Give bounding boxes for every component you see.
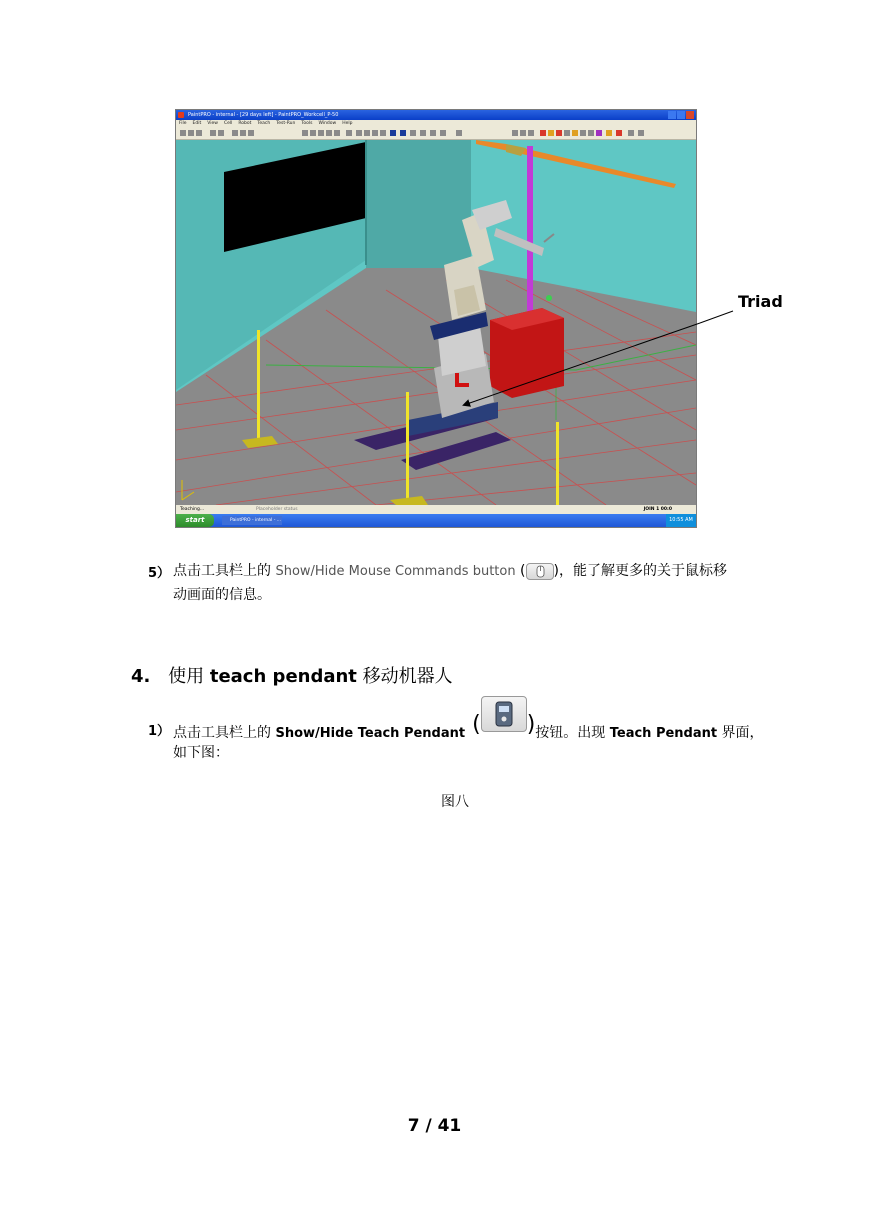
app-icon [178, 112, 184, 118]
step1-bold-a: Show/Hide Teach Pendant [275, 726, 466, 741]
step5-line2: 动画面的信息。 [173, 587, 271, 603]
page-number: 7 / 41 [407, 1116, 462, 1136]
step1-number: 1） [148, 724, 171, 739]
section-title-b: teach pendant [209, 666, 357, 687]
menu-view: View [207, 121, 218, 126]
mouse-icon [526, 563, 554, 580]
step5-line1: 点击工具栏上的 Show/Hide Mouse Commands button ( )，能了解更多的关于鼠标移 [173, 563, 727, 579]
section-title-a: 使用 [168, 666, 210, 687]
menu-robot: Robot [238, 121, 252, 126]
menu-tools: Tools [301, 121, 313, 126]
menu-help: Help [342, 121, 353, 126]
3d-workcell-scene [176, 140, 696, 505]
window-titlebar [176, 110, 696, 120]
step1-text-after: 界面， [717, 725, 764, 741]
minimize-icon [668, 111, 676, 119]
taskbar-clock: 10:55 AM [666, 514, 696, 527]
status-right: JOIN 1 00:0 [643, 507, 672, 512]
section-number: 4. [131, 666, 151, 687]
section-title-c: 移动机器人 [356, 666, 453, 687]
step1-line1: 点击工具栏上的 Show/Hide Teach Pendant ( )按钮。出现 Teach Pendant 界面， [173, 696, 764, 756]
step5-number: 5） [148, 566, 171, 581]
step5-text-after: ，能了解更多的关于鼠标移 [558, 563, 727, 579]
close-icon [686, 111, 694, 119]
status-bar [176, 505, 696, 514]
embedded-screenshot [175, 109, 697, 528]
step1-text-mid: 按钮。出现 [535, 725, 610, 741]
step5-mouse-commands: Show/Hide Mouse Commands button [275, 564, 516, 579]
triad-label: Triad [738, 292, 783, 311]
menubar [176, 120, 696, 128]
maximize-icon [677, 111, 685, 119]
step1-bold-b: Teach Pendant [609, 726, 718, 741]
menu-cell: Cell [223, 121, 233, 126]
window-controls [667, 111, 694, 119]
taskbar-item: PaintPRO - internal - ... [222, 516, 282, 525]
menu-file: File [179, 121, 187, 126]
taskbar [176, 514, 696, 527]
window-title: PaintPRO - internal - [29 days left] - PaintPRO_Workcell_P-50 [188, 112, 339, 118]
step5-text-before: 点击工具栏上的 [173, 563, 276, 579]
menu-test-run: Test-Run [276, 121, 296, 126]
teach-pendant-icon [481, 696, 527, 732]
status-mid: Placeholder status [256, 507, 298, 512]
toolbar [176, 128, 696, 140]
menu-window: Window [318, 121, 337, 126]
status-left: Teaching... [180, 507, 205, 512]
step1-text-before: 点击工具栏上的 [173, 725, 276, 741]
section-heading [131, 662, 453, 688]
menu-edit: Edit [192, 121, 202, 126]
figure-caption: 图八 [441, 794, 469, 810]
menu-teach: Teach [257, 121, 271, 126]
step1-line2: 如下图： [173, 745, 229, 761]
start-button: start [176, 514, 214, 527]
